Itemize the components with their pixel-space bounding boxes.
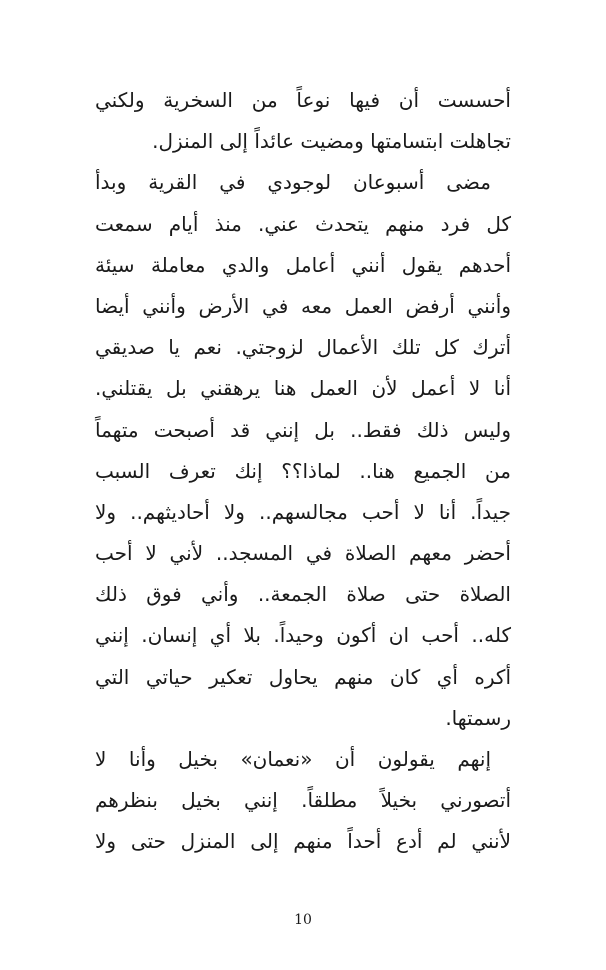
text-line: تجاهلت ابتسامتها ومضيت عائداً إلى المنزل. xyxy=(152,129,511,154)
text-line: أكره أي كان منهم يحاول تعكير حياتي التي xyxy=(95,664,511,689)
page-number: 10 xyxy=(294,912,312,928)
text-line: إنهم يقولون أن «نعمان» بخيل وأنا لا xyxy=(95,747,491,771)
page-body-text xyxy=(95,80,511,863)
text-line: كل فرد منهم يتحدث عني. منذ أيام سمعت xyxy=(95,211,511,236)
text-line: أحدهم يقول أنني أعامل والدي معاملة سيئة xyxy=(95,252,511,277)
text-line: أتصورني بخيلاً مطلقاً. إنني بخيل بنظرهم xyxy=(95,788,511,813)
text-line: أحضر معهم الصلاة في المسجد.. لأني لا أحب xyxy=(95,541,511,566)
text-line: أنا لا أعمل لأن العمل هنا يرهقني بل يقتلني. xyxy=(95,376,511,401)
text-line: رسمتها. xyxy=(445,705,511,730)
text-line: وليس ذلك فقط.. بل إنني قد أصبحت متهماً xyxy=(95,417,511,442)
text-line: جيداً. أنا لا أحب مجالسهم.. ولا أحاديثهم.. ولا xyxy=(95,499,511,524)
text-line: وأنني أرفض العمل معه في الأرض وأنني أيضا xyxy=(95,293,511,318)
text-line: كله.. أحب ان أكون وحيداً. بلا أي إنسان. إنني xyxy=(95,623,511,648)
text-line: لأنني لم أدع أحداً منهم إلى المنزل حتى ولا xyxy=(95,829,511,854)
text-line: مضى أسبوعان لوجودي في القرية وبدأ xyxy=(95,170,491,195)
text-line: الصلاة حتى صلاة الجمعة.. وأني فوق ذلك xyxy=(95,582,511,607)
text-line: أحسست أن فيها نوعاً من السخرية ولكني xyxy=(95,88,511,112)
text-line: أترك كل تلك الأعمال لزوجتي. نعم يا صديقي xyxy=(95,335,511,360)
text-line: من الجميع هنا.. لماذا؟؟ إنك تعرف السبب xyxy=(95,458,511,483)
